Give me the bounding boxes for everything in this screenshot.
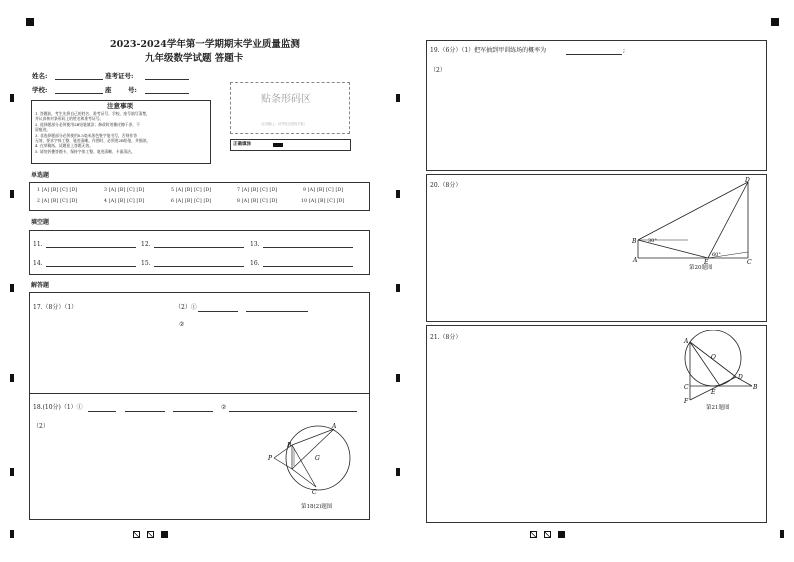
q19-blank[interactable]: [566, 54, 622, 55]
q21-point-A: A: [684, 338, 689, 345]
side-mark-mid-3: [396, 284, 400, 292]
notes-title: 注意事项: [107, 102, 133, 110]
footer-slash-mark: [133, 531, 140, 538]
barcode-area: [230, 82, 350, 134]
q18-blank-4[interactable]: [229, 411, 357, 412]
q17-label: 17.（8分）（1）: [33, 304, 78, 311]
q18-circle-2: ②: [221, 404, 227, 411]
choice-option[interactable]: 7 [A] [B] [C] [D]: [237, 188, 278, 193]
q18-blank-1[interactable]: [88, 411, 116, 412]
q18-point-A: A: [332, 423, 337, 430]
choice-section-title: 单选题: [31, 172, 50, 179]
footer-slash-mark: [147, 531, 154, 538]
q21-figure-caption: 第21题图: [706, 405, 730, 411]
blank-field-11[interactable]: [46, 247, 136, 248]
q17-part2-label: （2）①: [175, 304, 197, 311]
notes-line: 4. 在草稿纸、试题卷上答题无效。: [35, 143, 93, 149]
footer-fill-mark: [161, 531, 168, 538]
choice-option[interactable]: 5 [A] [B] [C] [D]: [171, 188, 212, 193]
number-label: 号:: [128, 86, 137, 94]
corner-mark-top-right: [771, 18, 779, 26]
q17-blank-1[interactable]: [198, 311, 238, 312]
q17-box[interactable]: [29, 292, 370, 394]
school-label: 学校:: [32, 86, 48, 94]
q21-point-B: B: [753, 384, 758, 391]
side-mark-right-bottom: [780, 530, 784, 538]
blank-field-13[interactable]: [263, 247, 353, 248]
q18-point-G: G: [315, 455, 320, 462]
q20-figure-caption: 第20题图: [689, 265, 713, 271]
blank-label: 12.: [141, 241, 151, 248]
choice-option[interactable]: 10 [A] [B] [C] [D]: [301, 199, 345, 204]
q20-angle-60: 60°: [712, 252, 721, 258]
blank-field-15[interactable]: [154, 266, 244, 267]
notes-line: 留痕迹。: [35, 127, 51, 133]
name-field[interactable]: [55, 79, 103, 80]
q18-part2-label: （2）: [33, 423, 49, 430]
title-line-2: 九年级数学试题 答题卡: [145, 53, 244, 64]
choice-option[interactable]: 3 [A] [B] [C] [D]: [104, 188, 145, 193]
q18-segment: [274, 458, 292, 469]
q18-segment: [292, 429, 334, 445]
side-mark-mid-4: [396, 374, 400, 382]
notes-line: 2. 选择题部分必须使用2B铅笔填涂；修改时用橡皮擦干净，不: [35, 121, 140, 127]
q20-figure: [628, 176, 758, 266]
q21-label: 21.（8分）: [430, 334, 462, 341]
q19-part2-label: （2）: [430, 67, 446, 74]
q18-figure-caption: 第18(2)题图: [301, 504, 333, 510]
q21-point-D: D: [738, 374, 743, 381]
fill-example-mark: [273, 143, 283, 147]
blank-field-12[interactable]: [154, 247, 244, 248]
footer-slash-mark: [544, 531, 551, 538]
choice-option[interactable]: 1 [A] [B] [C] [D]: [37, 188, 78, 193]
notes-line: 并认真核对条形码上的姓名和准考证号。: [35, 116, 104, 122]
seat-field[interactable]: [145, 93, 189, 94]
notes-box: [31, 100, 211, 164]
q20-point-C: C: [747, 259, 752, 266]
q18-figure: [260, 420, 360, 500]
fill-box: [29, 230, 370, 275]
blank-label: 13.: [250, 241, 260, 248]
blank-field-14[interactable]: [46, 266, 136, 267]
side-mark-left-1: [10, 94, 14, 102]
q18-segment: [292, 429, 334, 469]
q18-point-C: C: [312, 489, 317, 496]
q21-point-C: C: [684, 384, 689, 391]
answer-section-title: 解答题: [31, 282, 50, 289]
notes-body: [35, 111, 150, 154]
notes-line: 无效，要求字体工整、笔迹清晰。作图时，必须用2B铅笔，并描浓。: [35, 138, 151, 144]
q18-point-B: B: [287, 442, 292, 449]
q20-point-E: E: [704, 259, 709, 266]
q18-label: 18.(10分)（1）①: [33, 404, 83, 411]
side-mark-left-5: [10, 468, 14, 476]
fill-example-label: 正确填涂: [233, 142, 251, 147]
footer-fill-mark: [558, 531, 565, 538]
fill-example-box: [230, 139, 351, 151]
q20-angle-30: 30°: [648, 238, 657, 244]
exam-no-label: 准考证号:: [105, 72, 134, 80]
q19-semicolon: ;: [623, 47, 626, 54]
q20-point-B: B: [632, 238, 637, 245]
corner-mark-top-left: [26, 18, 34, 26]
q20-segment: [638, 182, 748, 240]
side-mark-mid-1: [396, 94, 400, 102]
blank-label: 16.: [250, 260, 260, 267]
side-mark-left-3: [10, 284, 14, 292]
side-mark-left-2: [10, 190, 14, 198]
notes-line: 1. 答题前，考生先将自己的姓名、准考证号、学校、座号填写清楚，: [35, 111, 150, 116]
q20-point-D: D: [745, 177, 750, 184]
q20-label: 20.（8分）: [430, 182, 462, 189]
choice-option[interactable]: 9 [A] [B] [C] [D]: [303, 188, 344, 193]
notes-line: 3. 非选择题部分必须使用0.5毫米黑色签字笔书写，否则作答: [35, 132, 137, 138]
footer-slash-mark: [530, 531, 537, 538]
q21-point-O: O: [711, 354, 716, 361]
blank-field-16[interactable]: [263, 266, 353, 267]
title-line-1: 2023-2024学年第一学期期末学业质量监测: [110, 39, 300, 50]
barcode-label: 贴条形码区: [261, 94, 311, 105]
q17-circle-2: ②: [179, 321, 185, 328]
choice-option[interactable]: 8 [A] [B] [C] [D]: [237, 199, 278, 204]
q19-box[interactable]: [426, 40, 767, 171]
choice-box: [29, 182, 370, 211]
blank-label: 11.: [33, 241, 43, 248]
q18-blank-2[interactable]: [125, 411, 165, 412]
q20-segment: [708, 182, 748, 258]
barcode-hint: （正面朝上，切勿贴出虚线方框）: [259, 122, 307, 126]
q21-figure: [676, 330, 766, 408]
q18-segment: [292, 469, 316, 487]
side-mark-left-4: [10, 374, 14, 382]
choice-option[interactable]: 2 [A] [B] [C] [D]: [37, 199, 78, 204]
side-mark-mid-2: [396, 190, 400, 198]
seat-label: 座: [105, 86, 112, 94]
choice-option[interactable]: 6 [A] [B] [C] [D]: [171, 199, 212, 204]
side-mark-left-bottom: [10, 530, 14, 538]
blank-label: 14.: [33, 260, 43, 267]
q21-point-F: F: [684, 398, 689, 405]
notes-line: 5. 请勿折叠答题卡，保持字体工整、笔迹清晰、卡面清洁。: [35, 148, 135, 154]
q21-point-E: E: [711, 389, 716, 396]
q17-blank-2[interactable]: [246, 311, 308, 312]
choice-option[interactable]: 4 [A] [B] [C] [D]: [104, 199, 145, 204]
q20-point-A: A: [633, 257, 638, 264]
blank-label: 15.: [141, 260, 151, 267]
q18-point-P: P: [268, 455, 273, 462]
fill-section-title: 填空题: [31, 219, 50, 226]
exam-no-field[interactable]: [145, 79, 189, 80]
school-field[interactable]: [55, 93, 103, 94]
name-label: 姓名:: [32, 72, 48, 80]
side-mark-mid-5: [396, 468, 400, 476]
q19-label: 19.（6分）（1）把军抽到甲训练场的概率为: [430, 47, 547, 54]
q18-blank-3[interactable]: [173, 411, 213, 412]
